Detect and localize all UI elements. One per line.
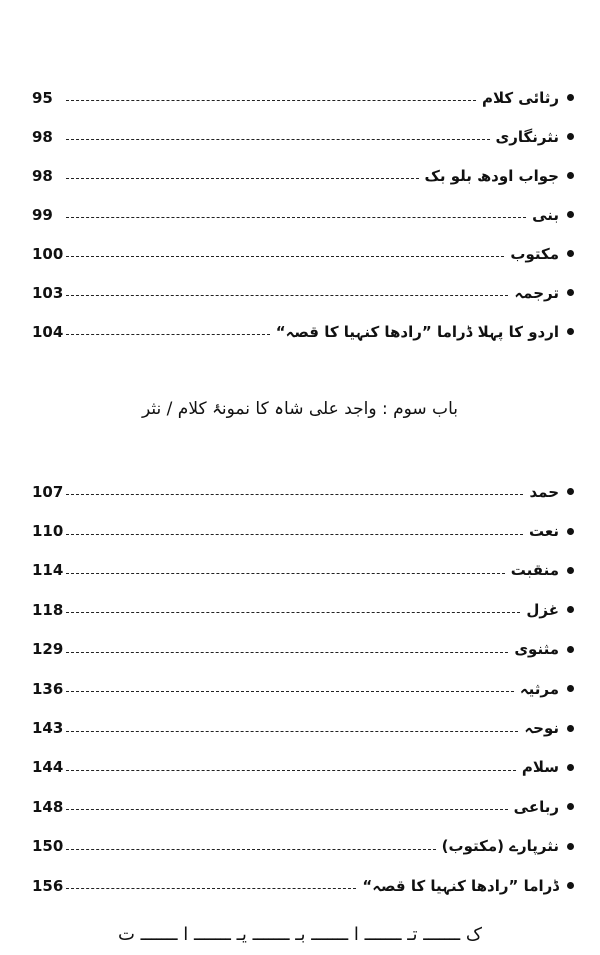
entry-title: حمد <box>529 482 559 501</box>
page-number: 98 <box>32 166 53 185</box>
page-number: 98 <box>32 127 53 146</box>
entry-title: مثنوی <box>514 640 559 659</box>
bullet-icon <box>567 94 574 101</box>
toc-entry[interactable] <box>32 787 574 826</box>
toc-entry[interactable] <box>32 156 574 195</box>
bullet-icon <box>567 646 574 653</box>
page-number: 104 <box>32 322 64 341</box>
entry-title: نثرنگاری <box>495 127 559 146</box>
entry-title: نوحہ <box>524 719 559 738</box>
page-number: 95 <box>32 88 53 107</box>
dotted-leader <box>66 652 508 653</box>
toc-entry[interactable] <box>32 551 574 590</box>
entry-title: رباعی <box>513 797 559 816</box>
page-number: 129 <box>32 640 64 659</box>
page-number: 143 <box>32 719 64 738</box>
dotted-leader <box>66 612 520 613</box>
toc-entry[interactable] <box>32 630 574 669</box>
dotted-leader <box>66 691 514 692</box>
entry-title: نثرپارے (مکتوب) <box>441 837 559 856</box>
bullet-icon <box>567 606 574 613</box>
entry-title: رثائی کلام <box>481 88 559 107</box>
dotted-leader <box>66 334 270 335</box>
bullet-icon <box>567 488 574 495</box>
page-number: 148 <box>32 797 64 816</box>
page-number: 114 <box>32 561 64 580</box>
toc-entry[interactable] <box>32 511 574 550</box>
entry-title: ترجمہ <box>514 283 559 302</box>
entry-title: منقبت <box>510 561 559 580</box>
page-number: 103 <box>32 283 64 302</box>
entry-title: بنی <box>532 205 559 224</box>
toc-entry[interactable] <box>32 748 574 787</box>
bullet-icon <box>567 528 574 535</box>
toc-entry[interactable] <box>32 669 574 708</box>
bullet-icon <box>567 685 574 692</box>
toc-list-section-one <box>32 78 574 351</box>
page-number: 110 <box>32 522 64 541</box>
dotted-leader <box>66 494 523 495</box>
page-number: 150 <box>32 837 64 856</box>
toc-entry[interactable] <box>32 78 574 117</box>
dotted-leader <box>66 849 436 850</box>
dotted-leader <box>66 888 356 889</box>
toc-entry[interactable] <box>32 866 574 905</box>
bullet-icon <box>567 803 574 810</box>
dotted-leader <box>66 256 504 257</box>
bullet-icon <box>567 567 574 574</box>
bullet-icon <box>567 725 574 732</box>
toc-entry[interactable] <box>32 312 574 351</box>
dotted-leader <box>66 770 516 771</box>
page-number: 118 <box>32 600 64 619</box>
bullet-icon <box>567 328 574 335</box>
entry-title: مکتوب <box>510 244 559 263</box>
dotted-leader <box>66 534 523 535</box>
toc-entry[interactable] <box>32 827 574 866</box>
dotted-leader <box>66 295 508 296</box>
toc-entry[interactable] <box>32 590 574 629</box>
page-number: 100 <box>32 244 64 263</box>
entry-title: سلام <box>521 758 559 777</box>
bullet-icon <box>567 133 574 140</box>
entry-title: اردو کا پہلا ڈراما ”رادھا کنہیا کا قصہ“ <box>275 322 559 341</box>
entry-title: مرثیہ <box>519 679 559 698</box>
dotted-leader <box>66 178 419 179</box>
toc-list-section-two <box>32 472 574 905</box>
page-number: 107 <box>32 482 64 501</box>
bullet-icon <box>567 289 574 296</box>
dotted-leader <box>66 809 508 810</box>
dotted-leader <box>66 217 526 218</box>
bullet-icon <box>567 172 574 179</box>
page-number: 136 <box>32 679 64 698</box>
bullet-icon <box>567 843 574 850</box>
toc-entry[interactable] <box>32 472 574 511</box>
page-number: 156 <box>32 876 64 895</box>
dotted-leader <box>66 573 505 574</box>
dotted-leader <box>66 139 490 140</box>
page-number: 99 <box>32 205 53 224</box>
toc-entry[interactable] <box>32 708 574 747</box>
section-heading: باب سوم : واجد علی شاہ کا نمونۂ کلام / نثر <box>142 399 458 419</box>
bullet-icon <box>567 764 574 771</box>
toc-entry[interactable] <box>32 234 574 273</box>
bullet-icon <box>567 250 574 257</box>
bullet-icon <box>567 882 574 889</box>
entry-title: جواب اودھ بلو بک <box>424 166 559 185</box>
entry-title: نعت <box>529 522 559 541</box>
dotted-leader <box>66 100 476 101</box>
toc-entry[interactable] <box>32 195 574 234</box>
entry-title: ڈراما ”رادھا کنہیا کا قصہ“ <box>362 876 559 895</box>
entry-title: غزل <box>526 600 559 619</box>
page-number: 144 <box>32 758 64 777</box>
toc-entry[interactable] <box>32 117 574 156</box>
bullet-icon <box>567 211 574 218</box>
toc-entry[interactable] <box>32 273 574 312</box>
footer-heading: ک ـــــــ تـ ـــــــ ا ـــــــ بـ ـــــــ یـ ـــــــ ا ـــــــ ت <box>117 924 483 945</box>
dotted-leader <box>66 731 518 732</box>
